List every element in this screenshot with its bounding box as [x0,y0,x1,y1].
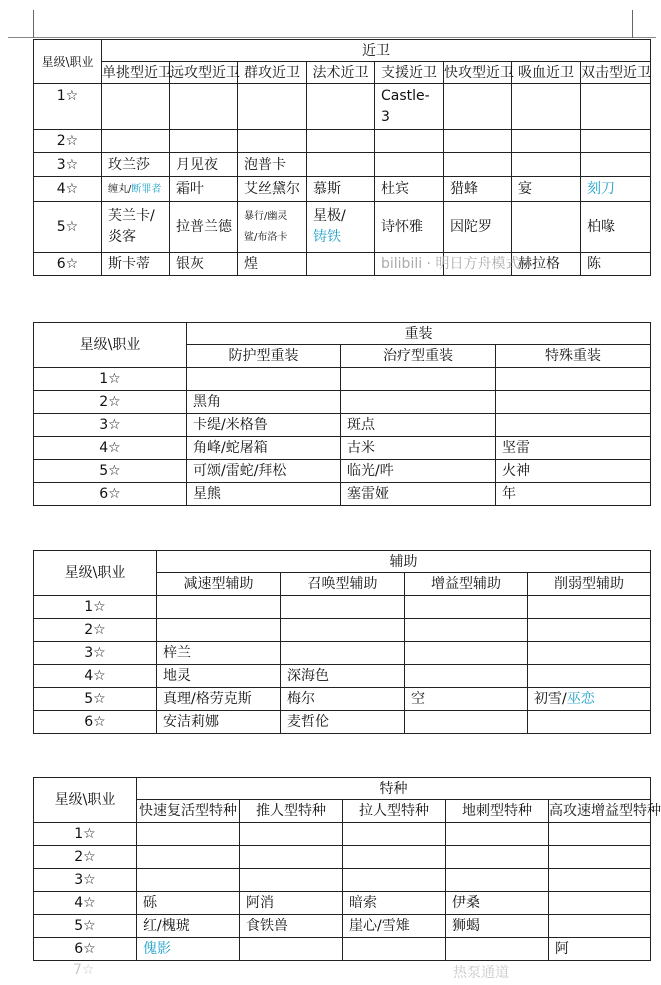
operator-name [281,619,405,642]
operator-name [446,938,549,961]
defender-subtype: 治疗型重装 [341,345,496,368]
operator-name: 角峰/蛇屠箱 [187,437,341,460]
operator-name: 星熊 [187,483,341,506]
star-label: 1☆ [34,596,157,619]
star-label: 3☆ [34,153,102,177]
operator-name: 空 [405,688,528,711]
guard-subtype: 法术近卫 [307,62,375,84]
watermark-text: bilibili · 明日方舟模式 [375,253,444,276]
corner-header: 星级\职业 [34,551,157,596]
specialist-subtype: 快速复活型特种 [137,800,240,823]
page-margin-mark-left [33,10,34,38]
operator-name [549,823,651,846]
operator-name: 炎客 [108,229,136,245]
guard-table [33,39,651,276]
operator-name: Castle- [381,88,430,104]
star-label: 6☆ [34,483,187,506]
supporter-subtype: 削弱型辅助 [528,573,651,596]
specialist-subtype: 拉人型特种 [343,800,446,823]
guard-subtype-row [34,62,651,84]
star-label: 6☆ [34,711,157,734]
operator-name: 猎蜂 [444,177,512,202]
supporter-title: 辅助 [157,551,651,573]
ghost-star-label: 7☆ [73,962,95,978]
operator-name [405,665,528,688]
defender-row [34,414,651,437]
specialist-row [34,938,651,961]
operator-name [446,869,549,892]
specialist-row [34,846,651,869]
operator-name: 临光/吽 [341,460,496,483]
specialist-subtype: 推人型特种 [240,800,343,823]
operator-name: 芙兰卡/ [108,208,155,224]
star-label: 2☆ [34,130,102,153]
operator-name-highlight: 傀影 [137,938,240,961]
guard-cell [238,202,307,253]
guard-subtype: 支援近卫 [375,62,444,84]
operator-name: 艾丝黛尔 [238,177,307,202]
operator-name: 斯卡蒂 [102,253,170,276]
guard-row-1star [34,84,651,130]
defender-title: 重装 [187,323,651,345]
star-label: 4☆ [34,892,137,915]
operator-name [157,596,281,619]
operator-name: 暗索 [343,892,446,915]
operator-name [240,869,343,892]
star-label: 5☆ [34,202,102,253]
operator-name [240,938,343,961]
supporter-row [34,688,651,711]
guard-subtype: 群攻近卫 [238,62,307,84]
star-label: 3☆ [34,642,157,665]
operator-name [549,869,651,892]
operator-name [528,642,651,665]
operator-name: 慕斯 [307,177,375,202]
operator-name [528,711,651,734]
operator-name: 年 [496,483,651,506]
supporter-row [34,665,651,688]
operator-name: 梅尔 [281,688,405,711]
star-label: 4☆ [34,665,157,688]
guard-cell [102,177,170,202]
star-label: 2☆ [34,619,157,642]
star-label: 2☆ [34,846,137,869]
operator-name: 宴 [512,177,581,202]
operator-name: 玫兰莎 [102,153,170,177]
corner-header: 星级\职业 [34,778,137,823]
operator-name: 深海色 [281,665,405,688]
operator-name: 可颂/雷蛇/拜松 [187,460,341,483]
star-label: 5☆ [34,460,187,483]
specialist-subtype: 高攻速增益型特种 [549,800,651,823]
guard-subtype: 双击型近卫 [581,62,651,84]
supporter-subtype: 减速型辅助 [157,573,281,596]
operator-name [343,938,446,961]
operator-name [343,869,446,892]
operator-name: 红/槐琥 [137,915,240,938]
operator-name: 因陀罗 [444,202,512,253]
operator-name: 鲨/布洛卡 [244,232,288,243]
operator-name: 真理/格劳克斯 [157,688,281,711]
operator-name [187,368,341,391]
operator-name: 陈 [581,253,651,276]
operator-name: 赫拉格 [512,253,581,276]
guard-row-3star [34,153,651,177]
operator-name [281,642,405,665]
operator-name [341,368,496,391]
operator-name-highlight: 铸铁 [313,229,341,245]
operator-name: 初雪/ [534,691,567,707]
operator-name: 狮蝎 [446,915,549,938]
operator-name: 阿 [549,938,651,961]
star-label: 3☆ [34,869,137,892]
operator-name: 食铁兽 [240,915,343,938]
operator-name: 麦哲伦 [281,711,405,734]
defender-table [33,322,651,506]
operator-name [496,368,651,391]
operator-name [496,391,651,414]
guard-title: 近卫 [102,40,651,62]
operator-name: 坚雷 [496,437,651,460]
operator-name [137,869,240,892]
specialist-table [33,777,661,961]
star-label: 4☆ [34,437,187,460]
defender-row [34,391,651,414]
operator-name: 霜叶 [170,177,238,202]
defender-subtype: 防护型重装 [187,345,341,368]
operator-name-highlight: 刻刀 [581,177,651,202]
supporter-row [34,596,651,619]
operator-name: 阿消 [240,892,343,915]
star-label: 3☆ [34,414,187,437]
corner-header: 星级\职业 [34,323,187,368]
specialist-row [34,869,651,892]
guard-cell [307,202,375,253]
star-label: 6☆ [34,938,137,961]
operator-name: 诗怀雅 [375,202,444,253]
specialist-title: 特种 [137,778,651,800]
operator-name [281,596,405,619]
operator-name [137,846,240,869]
supporter-table [33,550,651,734]
defender-subtype: 特殊重装 [496,345,651,368]
watermark-text: 热泵通道 [453,965,509,981]
specialist-subtype: 地刺型特种 [446,800,549,823]
operator-name: 3 [381,109,390,125]
star-label: 1☆ [34,84,102,130]
operator-name [343,846,446,869]
supporter-row [34,711,651,734]
operator-name: 杜宾 [375,177,444,202]
operator-name [446,846,549,869]
operator-name: 缠丸/ [108,184,132,195]
operator-name: 崖心/雪雉 [343,915,446,938]
star-label: 1☆ [34,368,187,391]
operator-name [405,711,528,734]
operator-name: 煌 [238,253,307,276]
operator-name [240,823,343,846]
defender-row [34,483,651,506]
guard-row-6star [34,253,651,276]
operator-name: 泡普卡 [238,153,307,177]
star-label: 5☆ [34,915,137,938]
defender-row [34,368,651,391]
supporter-cell [528,688,651,711]
star-label: 5☆ [34,688,157,711]
star-label: 4☆ [34,177,102,202]
operator-name [343,823,446,846]
operator-name: 梓兰 [157,642,281,665]
star-label: 1☆ [34,823,137,846]
operator-name: 古米 [341,437,496,460]
guard-row-2star [34,130,651,153]
specialist-row [34,892,651,915]
operator-name: 火神 [496,460,651,483]
operator-name [528,665,651,688]
operator-name [405,596,528,619]
defender-row [34,437,651,460]
star-label: 6☆ [34,253,102,276]
operator-name: 斑点 [341,414,496,437]
operator-name: 安洁莉娜 [157,711,281,734]
operator-name [549,846,651,869]
operator-name [496,414,651,437]
page-margin-mark-right [632,10,633,38]
operator-name [405,619,528,642]
operator-name [405,642,528,665]
operator-name: 月见夜 [170,153,238,177]
guard-subtype: 远攻型近卫 [170,62,238,84]
guard-subtype: 快攻型近卫 [444,62,512,84]
guard-row-5star [34,202,651,253]
corner-header: 星级\职业 [34,40,102,84]
operator-name [446,823,549,846]
specialist-row [34,823,651,846]
guard-subtype: 单挑型近卫 [102,62,170,84]
operator-name [549,892,651,915]
operator-name: 暴行/幽灵 [244,211,288,222]
operator-name [157,619,281,642]
operator-name [528,596,651,619]
operator-name [240,846,343,869]
operator-name: 砾 [137,892,240,915]
supporter-row [34,642,651,665]
guard-cell [375,84,444,130]
defender-row [34,460,651,483]
guard-cell [102,202,170,253]
operator-name: 伊桑 [446,892,549,915]
operator-name: 地灵 [157,665,281,688]
operator-name-highlight: 巫恋 [566,691,595,707]
operator-name-highlight: 断罪者 [131,184,162,195]
supporter-subtype: 增益型辅助 [405,573,528,596]
operator-name [528,619,651,642]
operator-name: 黑角 [187,391,341,414]
star-label: 2☆ [34,391,187,414]
operator-name [549,915,651,938]
operator-name: 拉普兰德 [170,202,238,253]
page-top-rule [8,37,656,38]
operator-name: 卡缇/米格鲁 [187,414,341,437]
operator-name: 星极/ [313,208,346,224]
guard-row-4star [34,177,651,202]
operator-name: 柏喙 [581,202,651,253]
operator-name [137,823,240,846]
guard-subtype: 吸血近卫 [512,62,581,84]
supporter-subtype: 召唤型辅助 [281,573,405,596]
operator-name: 塞雷娅 [341,483,496,506]
specialist-row [34,915,651,938]
operator-name: 银灰 [170,253,238,276]
supporter-row [34,619,651,642]
operator-name [341,391,496,414]
